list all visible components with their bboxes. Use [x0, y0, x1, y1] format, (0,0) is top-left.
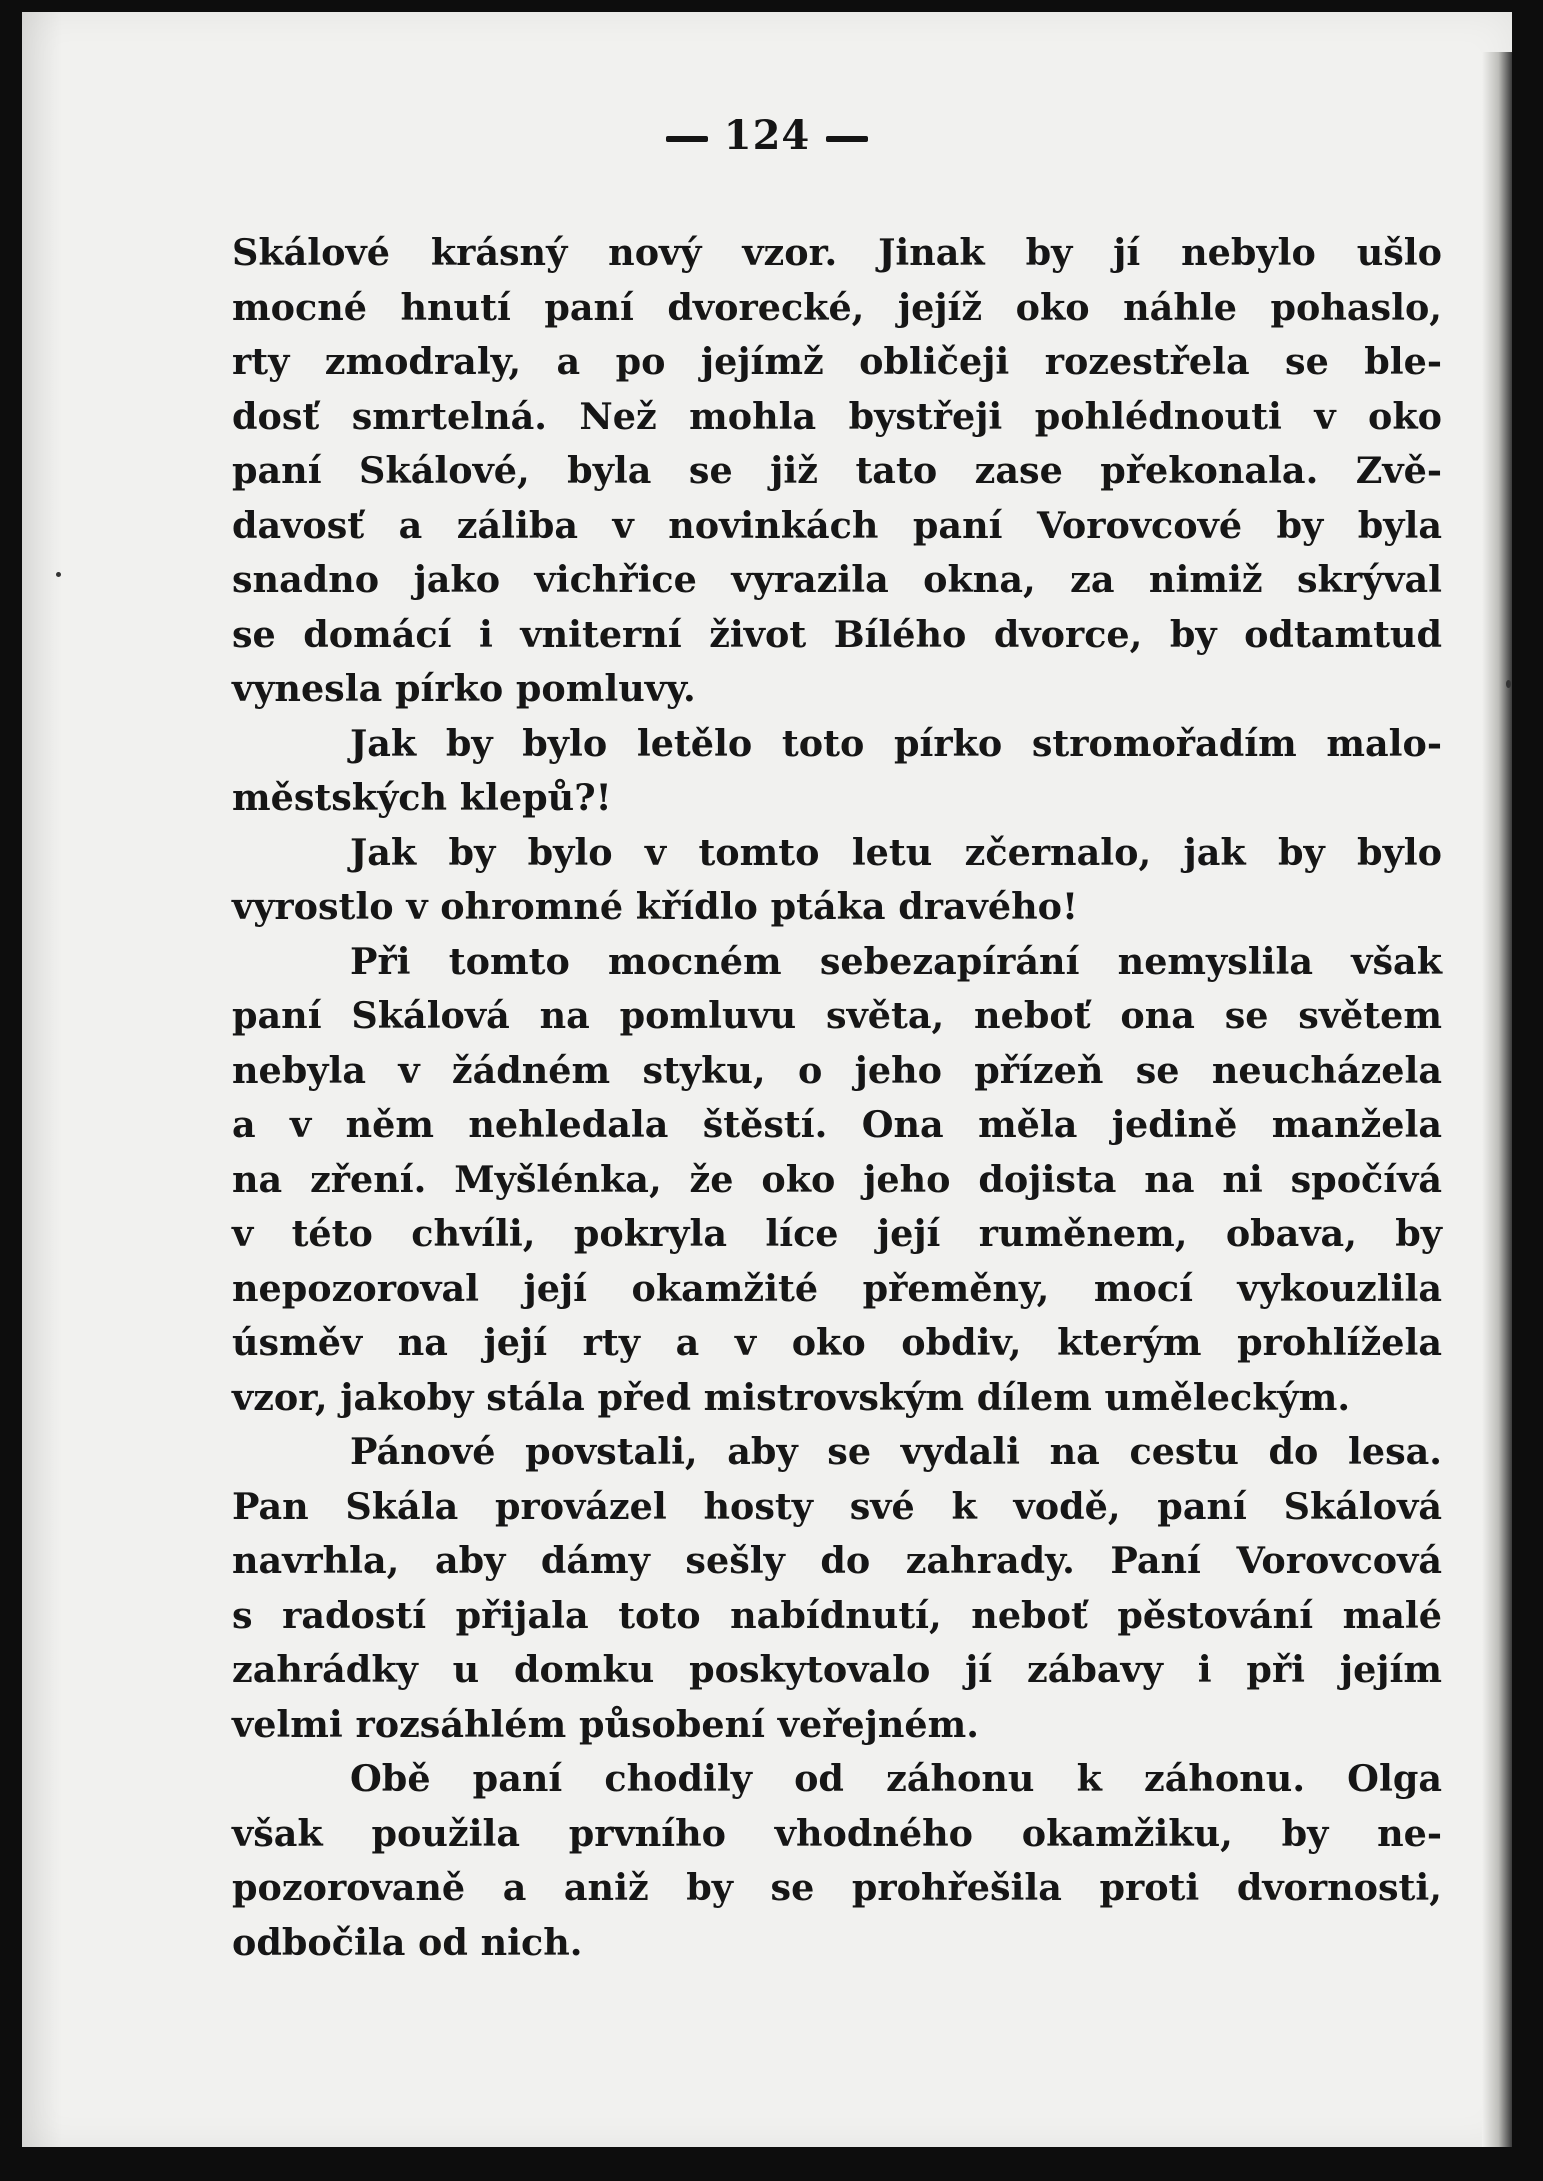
text-line: však použila prvního vhodného okamžiku, by ne-	[232, 1811, 1442, 1855]
text-line: davosť a záliba v novinkách paní Vorovcové by byla	[232, 503, 1442, 547]
text-line: Jak by bylo v tomto letu zčernalo, jak by bylo	[350, 830, 1442, 874]
text-line: nepozoroval její okamžité přeměny, mocí vykouzlila	[232, 1266, 1442, 1310]
text-line: s radostí přijala toto nabídnutí, neboť pěstování malé	[232, 1593, 1442, 1637]
text-line: vzor, jakoby stála před mistrovským dílem uměleckým.	[232, 1375, 1351, 1419]
text-line: navrhla, aby dámy sešly do zahrady. Paní Vorovcová	[232, 1539, 1442, 1582]
text-line: odbočila od nich.	[232, 1920, 583, 1964]
text-line: vynesla pírko pomluvy.	[232, 667, 696, 710]
page-edge-shadow	[1482, 52, 1512, 2147]
paragraph	[232, 1425, 1442, 1752]
text-line: paní Skálová na pomluvu světa, neboť ona se světem	[232, 994, 1442, 1037]
text-line: paní Skálové, byla se již tato zase překonala. Zvě-	[232, 449, 1442, 492]
text-line: Skálové krásný nový vzor. Jinak by jí nebylo ušlo	[232, 231, 1442, 274]
paragraph	[232, 226, 1442, 717]
text-line: rty zmodraly, a po jejímž obličeji rozestřela se ble-	[232, 340, 1442, 383]
text-line: nebyla v žádném styku, o jeho přízeň se neucházela	[232, 1048, 1442, 1092]
text-line: mocné hnutí paní dvorecké, jejíž oko náhle pohaslo,	[232, 285, 1442, 329]
text-line: vyrostlo v ohromné křídlo ptáka dravého!	[232, 885, 1079, 928]
header-dash-left	[666, 136, 708, 142]
body-text	[232, 226, 1442, 1970]
paragraph	[232, 1752, 1442, 1970]
book-page	[22, 12, 1512, 2147]
text-line: úsměv na její rty a v oko obdiv, kterým prohlížela	[232, 1321, 1442, 1364]
text-line: a v něm nehledala štěstí. Ona měla jedině manžela	[232, 1103, 1442, 1146]
text-line: Pan Skála provázel hosty své k vodě, paní Skálová	[232, 1484, 1442, 1528]
paragraph	[232, 826, 1442, 935]
text-line: snadno jako vichřice vyrazila okna, za nimiž skrýval	[232, 558, 1442, 601]
text-line: se domácí i vniterní život Bílého dvorce, by odtamtud	[232, 612, 1442, 656]
page-speck	[56, 572, 61, 577]
text-line: v této chvíli, pokryla líce její ruměnem, obava, by	[232, 1212, 1442, 1255]
text-line: Obě paní chodily od záhonu k záhonu. Olga	[350, 1757, 1442, 1800]
page-number: 124	[723, 112, 811, 159]
header-dash-right	[826, 136, 868, 142]
paragraph	[232, 935, 1442, 1426]
text-line: pozorovaně a aniž by se prohřešila proti dvornosti,	[232, 1866, 1442, 1909]
text-line: Při tomto mocném sebezapírání nemyslila však	[350, 939, 1442, 983]
text-line: dosť smrtelná. Než mohla bystřeji pohlédnouti v oko	[232, 394, 1442, 438]
text-line: velmi rozsáhlém působení veřejném.	[232, 1702, 979, 1746]
text-line: na zření. Myšlénka, že oko jeho dojista na ni spočívá	[232, 1157, 1442, 1201]
text-line: Pánové povstali, aby se vydali na cestu do lesa.	[350, 1430, 1442, 1473]
text-line: zahrádky u domku poskytovalo jí zábavy i při jejím	[232, 1648, 1442, 1691]
text-line: Jak by bylo letělo toto pírko stromořadím malo-	[350, 721, 1442, 765]
page-speck	[1506, 680, 1511, 688]
text-line: městských klepů?!	[232, 776, 612, 819]
paragraph	[232, 717, 1442, 826]
page-header	[22, 112, 1512, 159]
